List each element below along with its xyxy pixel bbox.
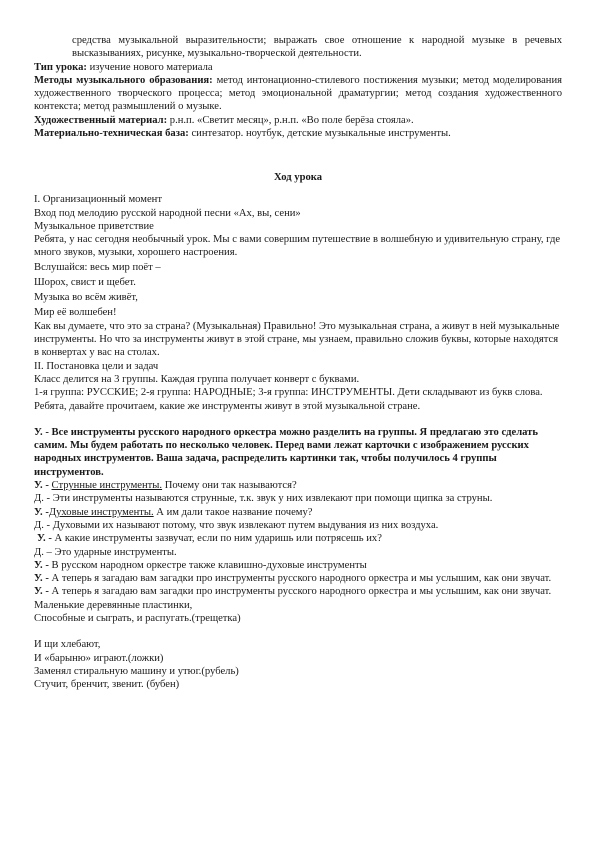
org-moment: I. Организационный момент: [34, 194, 162, 206]
lesson-type-value: изучение нового материала: [86, 61, 213, 73]
entrance-song: Вход под мелодию русской народной песни «Ах, вы, сени»: [34, 207, 301, 219]
tech-base-label: Материально-техническая база:: [34, 128, 189, 140]
teacher-q-percussion: У. - А какие инструменты зазвучат, если по ним ударишь или потрясешь их?: [37, 533, 382, 545]
technical-base: [34, 127, 562, 140]
teacher-keyboard-winds: У. - В русском народном оркестре также клавишно-духовые инструменты: [34, 559, 367, 571]
lesson-plan-header-block: [34, 34, 562, 140]
teacher-q-strings: У. - Струнные инструменты. Почему они так называются?: [34, 480, 297, 492]
poem-line-4: Мир её волшебен!: [34, 306, 117, 318]
child-a-winds: Д. - Духовыми их называют потому, что звук извлекают путем выдувания из них воздуха.: [34, 519, 439, 531]
teacher-riddles-intro-1: У. - А теперь я загадаю вам загадки про инструменты русского народного оркестра и мы услышим, как они звучат.: [34, 573, 552, 585]
goal-continuation: средства музыкальной выразительности; выражать свое отношение к народной музыке в речевых высказываниях, рисунке, музыкально-творческой деятельности.: [72, 35, 562, 60]
question-paragraph: Как вы думаете, что это за страна? (Музыкальная) Правильно! Это музыкальная страна, а живут в ней музыкальные инструменты. Но что за инструменты живут в этой стране, мы узнаем, правильно сложив буквы, которые находятся в конвертах у вас на столах.: [34, 320, 560, 359]
teacher-q-winds: У. -Духовые инструменты. А им дали такое название почему?: [34, 506, 313, 518]
lesson-heading: Ход урока: [273, 172, 323, 183]
lesson-type: [34, 61, 562, 74]
winds-term: Духовые инструменты.: [48, 506, 154, 518]
art-material: [34, 114, 562, 127]
lesson-type-label: Тип урока:: [34, 61, 87, 73]
teaching-methods: [34, 74, 562, 114]
poem-line-3: Музыка во всём живёт,: [34, 291, 138, 303]
child-a-percussion: Д. – Это ударные инструменты.: [34, 546, 177, 558]
riddle-2-line-2: И «барыню» играют.(ложки): [34, 652, 164, 664]
intro-paragraph: Ребята, у нас сегодня необычный урок. Мы с вами совершим путешествие в волшебную и удивительную страну, где много звуков, музыки, хорошего настроения.: [34, 234, 561, 259]
methods-value: метод интонационно-стилевого постижения музыки; метод моделирования художественного творческого процесса; метод эмоциональной драматургии; метод создания художественного контекста; метод размышлений о музыке.: [34, 74, 562, 113]
read-words: Ребята, давайте прочитаем, какие же инструменты живут в этой музыкальной стране.: [34, 400, 421, 412]
groups-words: 1-я группа: РУССКИЕ; 2-я группа: НАРОДНЫЕ; 3-я группа: ИНСТРУМЕНТЫ. Дети складывают из букв слова.: [34, 387, 543, 399]
riddle-4: Стучит, бренчит, звенит. (бубен): [34, 679, 180, 691]
riddle-1-line-1: Маленькие деревянные пластинки,: [34, 599, 193, 611]
teacher-riddles-intro-2: У. - А теперь я загадаю вам загадки про инструменты русского народного оркестра и мы услышим, как они звучат.: [34, 586, 552, 598]
teacher-groups-task: У. - Все инструменты русского народного оркестра можно разделить на группы. Я предлагаю это сделать самим. Мы будем работать по несколько человек. Перед вами лежат карточки с изображением русских народных инструментов. Ваша задача, распределить картинки так, чтобы получилось 4 группы инструментов.: [34, 426, 538, 478]
poem-line-1: Вслушайся: весь мир поёт –: [34, 261, 161, 273]
strings-term: Струнные инструменты.: [51, 480, 163, 492]
riddle-2-line-1: И щи хлебают,: [34, 639, 101, 651]
lesson-flow: [34, 171, 562, 692]
musical-greeting: Музыкальное приветствие: [34, 220, 154, 232]
riddle-3: Заменял стиральную машину и утюг.(рубель): [34, 665, 239, 677]
groups-split: Класс делится на 3 группы. Каждая группа получает конверт с буквами.: [34, 373, 360, 385]
tech-base-value: синтезатор. ноутбук, детские музыкальные инструменты.: [188, 128, 451, 140]
art-material-value: р.н.п. «Светит месяц», р.н.п. «Во поле берёза стояла».: [167, 114, 414, 126]
goal-setting: II. Постановка цели и задач: [34, 360, 159, 372]
poem-line-2: Шорох, свист и щебет.: [34, 276, 136, 288]
art-material-label: Художественный материал:: [34, 114, 168, 126]
riddle-1-line-2: Способные и сыграть, и распугать.(трещетка): [34, 613, 241, 625]
methods-label: Методы музыкального образования:: [34, 74, 213, 86]
child-a-strings: Д. - Эти инструменты называются струнные, т.к. звук у них извлекают при помощи щипка за струны.: [34, 493, 493, 505]
